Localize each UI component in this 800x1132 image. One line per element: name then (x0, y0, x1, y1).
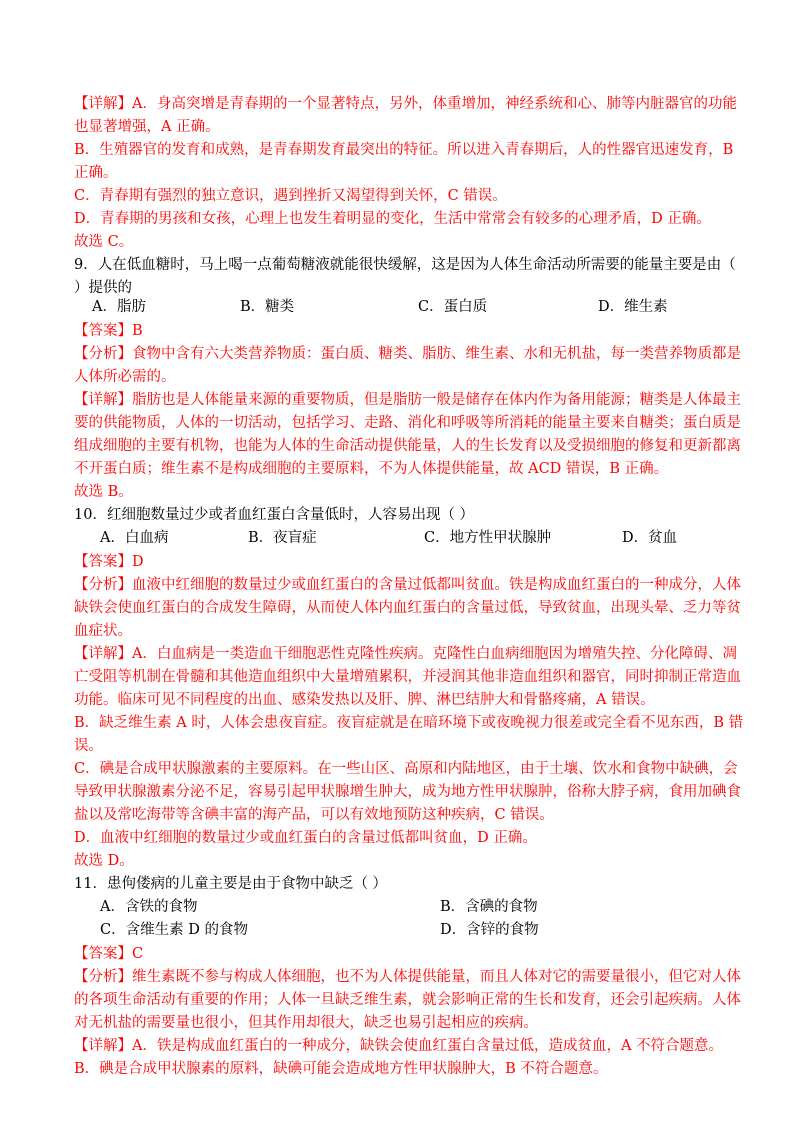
explanation-line: 【详解】A．身高突增是青春期的一个显著特点，另外，体重增加，神经系统和心、肺等内脏器官的功能 (74, 96, 737, 112)
explanation-line: C．碘是合成甲状腺激素的主要原料。在一些山区、高原和内陆地区，由于土壤、饮水和食物中缺碘，会 (74, 761, 738, 777)
q9-option-c: C．蛋白质 (418, 299, 488, 315)
explanation-line: 亡受阻等机制在骨髓和其他造血组织中大量增殖累积，并浸润其他非造血组织和器官，同时抑制正常造血 (74, 669, 741, 685)
explanation-line: C．青春期有强烈的独立意识，遇到挫折又渴望得到关怀，C 错误。 (74, 188, 507, 204)
explanation-line: 也显著增强，A 正确。 (74, 119, 220, 135)
question-9: 9．人在低血糖时，马上喝一点葡萄糖液就能很快缓解，这是因为人体生命活动所需要的能量主要是由（ (74, 257, 736, 273)
analysis-line: 的各项生命活动有重要的作用；人体一旦缺乏维生素，就会影响正常的生长和发育，还会引起疾病。人体 (74, 992, 741, 1008)
answer-line: 【答案】C (74, 946, 144, 962)
explanation-line: D．血液中红细胞的数量过少或血红蛋白的含量过低都叫贫血，D 正确。 (74, 830, 537, 846)
explanation-line: 功能。临床可见不同程度的出血、感染发热以及肝、脾、淋巴结肿大和骨骼疼痛，A 错误。 (74, 692, 655, 708)
explanation-line: 【详解】A．铁是构成血红蛋白的一种成分，缺铁会使血红蛋白含量过低，造成贫血，A 不符合题意。 (74, 1038, 724, 1054)
answer-line: 【答案】D (74, 554, 144, 570)
explanation-line: 要的供能物质，人体的一切活动，包括学习、走路、消化和呼吸等所消耗的能量主要来自糖类；蛋白质是 (74, 415, 741, 431)
analysis-line: 人体所必需的。 (74, 369, 176, 385)
analysis-line: 【分析】血液中红细胞的数量过少或血红蛋白的含量过低都叫贫血。铁是构成血红蛋白的一种成分，人体 (74, 577, 741, 593)
analysis-line: 【分析】维生素既不参与构成人体细胞，也不为人体提供能量，而且人体对它的需要量很小，但它对人体 (74, 969, 741, 985)
explanation-line: 【详解】A．白血病是一类造血干细胞恶性克隆性疾病。克隆性白血病细胞因为增殖失控、分化障碍、凋 (74, 646, 737, 662)
explanation-line: 导致甲状腺激素分泌不足，容易引起甲状腺增生肿大，成为地方性甲状腺肿，俗称大脖子病，食用加碘食 (74, 784, 741, 800)
q9-option-a: A．脂肪 (92, 299, 146, 315)
analysis-line: 缺铁会使血红蛋白的合成发生障碍，从而使人体内血红蛋白的含量过低，导致贫血，出现头晕、乏力等贫 (74, 600, 741, 616)
q11-option-c: C．含维生素 D 的食物 (100, 922, 248, 938)
explanation-line: 【详解】脂肪也是人体能量来源的重要物质，但是脂肪一般是储存在体内作为备用能源；糖类是人体最主 (74, 392, 741, 408)
q10-option-d: D．贫血 (622, 530, 678, 546)
q10-option-b: B．夜盲症 (248, 530, 317, 546)
conclusion-line: 故选 C。 (74, 234, 134, 250)
explanation-line: 不开蛋白质；维生素不是构成细胞的主要原料，不为人体提供能量，故 ACD 错误，B 正确。 (74, 461, 669, 477)
explanation-line: 误。 (74, 738, 103, 754)
conclusion-line: 故选 B。 (74, 484, 133, 500)
explanation-line: 组成细胞的主要有机物，也能为人体的生命活动提供能量，人的生长发育以及受损细胞的修复和更新都离 (74, 438, 741, 454)
explanation-line: B．碘是合成甲状腺素的原料，缺碘可能会造成地方性甲状腺肿大，B 不符合题意。 (74, 1061, 608, 1077)
q10-option-c: C．地方性甲状腺肿 (424, 530, 552, 546)
explanation-line: D．青春期的男孩和女孩，心理上也发生着明显的变化，生活中常常会有较多的心理矛盾，D 正确。 (74, 211, 711, 227)
analysis-line: 血症状。 (74, 623, 132, 639)
explanation-line: 正确。 (74, 165, 118, 181)
question-11: 11．患佝偻病的儿童主要是由于食物中缺乏（ ） (74, 876, 388, 892)
explanation-line: 盐以及常吃海带等含碘丰富的海产品，可以有效地预防这种疾病，C 错误。 (74, 807, 554, 823)
answer-line: 【答案】B (74, 323, 143, 339)
q9-option-b: B．糖类 (240, 299, 295, 315)
explanation-line: B．缺乏维生素 A 时，人体会患夜盲症。夜盲症就是在暗环境下或夜晚视力很差或完全看不见东西，B 错 (74, 715, 744, 731)
q11-option-a: A．含铁的食物 (100, 899, 198, 915)
q10-option-a: A．白血病 (100, 530, 169, 546)
question-9-cont: ）提供的 (74, 280, 132, 296)
question-10: 10．红细胞数量过少或者血红蛋白含量低时，人容易出现（ ） (74, 507, 475, 523)
explanation-line: B．生殖器官的发育和成熟，是青春期发育最突出的特征。所以进入青春期后，人的性器官迅速发育，B (74, 142, 734, 158)
q11-option-b: B．含碘的食物 (440, 899, 538, 915)
analysis-line: 【分析】食物中含有六大类营养物质：蛋白质、糖类、脂肪、维生素、水和无机盐，每一类营养物质都是 (74, 346, 741, 362)
q9-option-d: D．维生素 (598, 299, 668, 315)
q11-option-d: D．含锌的食物 (440, 922, 539, 938)
conclusion-line: 故选 D。 (74, 853, 134, 869)
analysis-line: 对无机盐的需要量也很小，但其作用却很大，缺乏也易引起相应的疾病。 (74, 1015, 538, 1031)
